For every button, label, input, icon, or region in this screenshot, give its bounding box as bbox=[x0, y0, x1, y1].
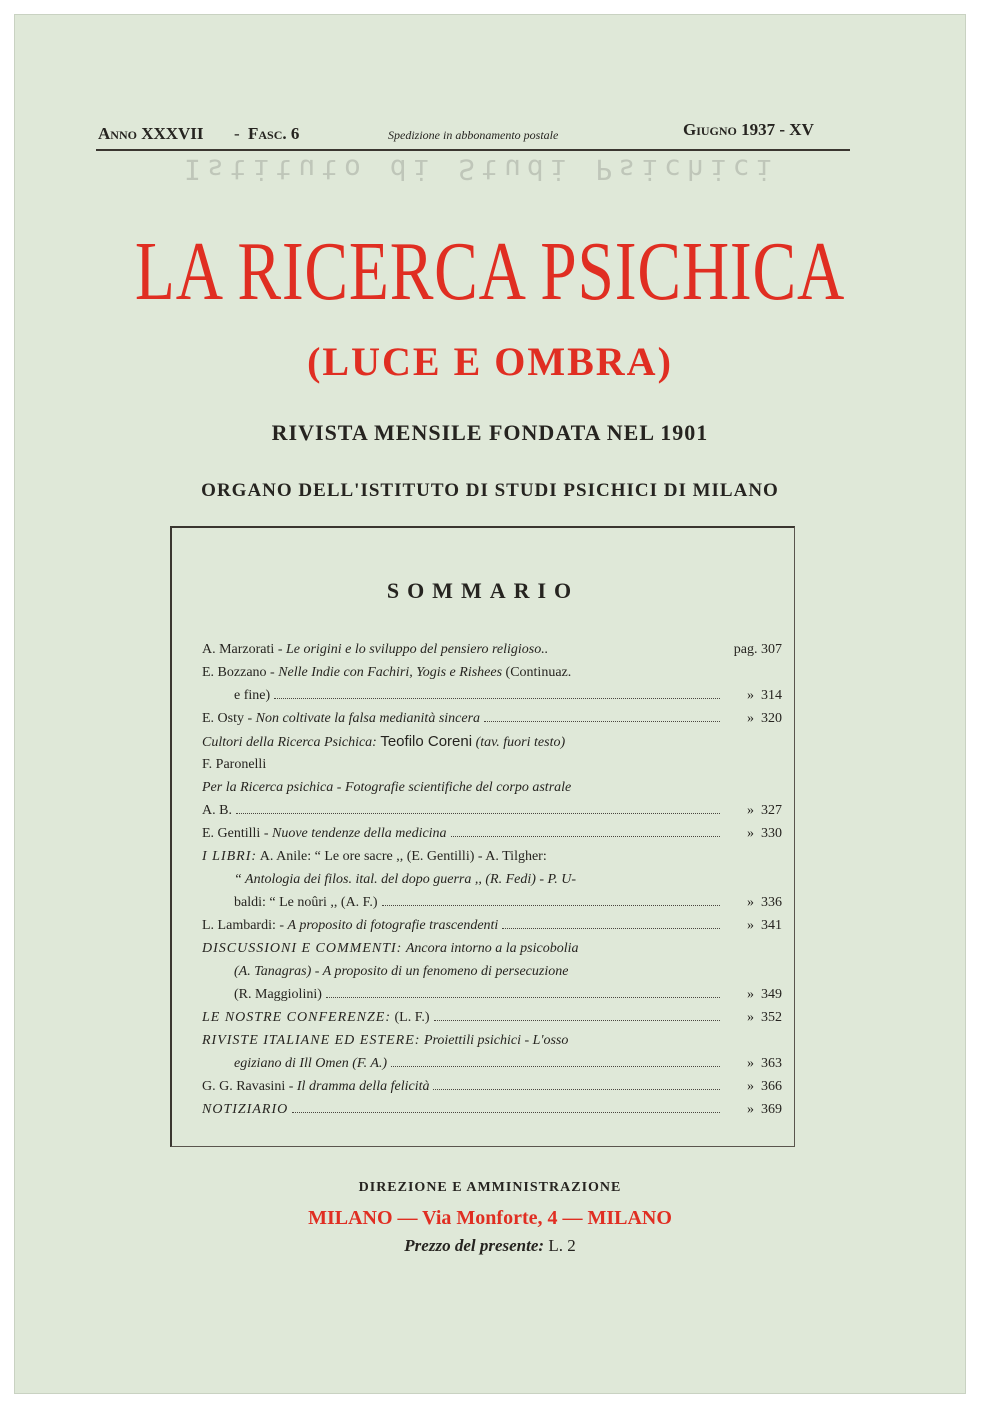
toc-entry-continuation: (R. Maggiolini) » 349 bbox=[234, 987, 782, 1002]
page-number: 314 bbox=[761, 688, 782, 703]
page-number: 363 bbox=[761, 1056, 782, 1071]
toc-entry: LE NOSTRE CONFERENZE: (L. F.) » 352 bbox=[202, 1010, 782, 1025]
magazine-cover bbox=[14, 14, 966, 1394]
page-number: 330 bbox=[761, 826, 782, 841]
organo-line: ORGANO DELL'ISTITUTO DI STUDI PSICHICI DI MILANO bbox=[201, 480, 779, 501]
toc-entry: Cultori della Ricerca Psichica: Teofilo Coreni (tav. fuori testo) bbox=[202, 733, 566, 750]
faint-stamp-impression: Istituto di Studi Psichici bbox=[184, 153, 779, 186]
toc-entry: L. Lambardi: - A proposito di fotografie trascendenti » 341 bbox=[202, 918, 782, 933]
address-line: MILANO — Via Monforte, 4 — MILANO bbox=[308, 1207, 672, 1229]
toc-entry: E. Osty - Non coltivate la falsa medianità sincera » 320 bbox=[202, 711, 782, 726]
toc-entry: NOTIZIARIO » 369 bbox=[202, 1102, 782, 1117]
spedizione-text: Spedizione in abbonamento postale bbox=[388, 128, 559, 142]
magazine-title: LA RICERCA PSICHICA bbox=[134, 225, 846, 318]
issue-date: Giugno 1937 - XV bbox=[683, 120, 814, 139]
page-number: 366 bbox=[761, 1079, 782, 1094]
issue-info-line bbox=[98, 110, 850, 150]
page-number: 307 bbox=[761, 642, 782, 657]
toc-entry: Per la Ricerca psichica - Fotografie scientifiche del corpo astrale bbox=[202, 780, 572, 795]
toc-entry-continuation: egiziano di Ill Omen (F. A.) » 363 bbox=[234, 1056, 782, 1071]
price-value: L. 2 bbox=[548, 1236, 576, 1255]
magazine-subtitle: (LUCE E OMBRA) bbox=[307, 339, 673, 384]
toc-entry-continuation: A. B. » 327 bbox=[202, 803, 782, 818]
toc-entry-continuation: baldi: “ Le noûri ,, (A. F.) » 336 bbox=[234, 895, 782, 910]
fasc-label: Fasc. 6 bbox=[248, 124, 300, 143]
toc-entry: I LIBRI: A. Anile: “ Le ore sacre ,, (E. Gentilli) - A. Tilgher: bbox=[202, 849, 547, 864]
price-line bbox=[14, 1236, 966, 1256]
page-number: 369 bbox=[761, 1102, 782, 1117]
page-number: 336 bbox=[761, 895, 782, 910]
toc-entry-continuation: (A. Tanagras) - A proposito di un fenomeno di persecuzione bbox=[234, 964, 569, 979]
page-number: 320 bbox=[761, 711, 782, 726]
tagline: RIVISTA MENSILE FONDATA NEL 1901 bbox=[271, 420, 709, 445]
toc-entry-continuation: e fine) » 314 bbox=[234, 688, 782, 703]
header-rule bbox=[96, 149, 850, 151]
toc-entry: G. G. Ravasini - Il dramma della felicità » 366 bbox=[202, 1079, 782, 1094]
price-label: Prezzo del presente: bbox=[404, 1236, 545, 1255]
sommario-heading: SOMMARIO bbox=[386, 578, 580, 603]
sommario-box bbox=[170, 526, 795, 1147]
page-number: 341 bbox=[761, 918, 782, 933]
page-number: 349 bbox=[761, 987, 782, 1002]
toc-entry: E. Bozzano - Nelle Indie con Fachiri, Yogis e Rishees (Continuaz. bbox=[202, 665, 572, 680]
page-number: 352 bbox=[761, 1010, 782, 1025]
toc-entry: RIVISTE ITALIANE ED ESTERE: Proiettili psichici - L'osso bbox=[202, 1033, 569, 1048]
page-number: 327 bbox=[761, 803, 782, 818]
toc-entry: E. Gentilli - Nuove tendenze della medicina » 330 bbox=[202, 826, 782, 841]
direzione-label: DIREZIONE E AMMINISTRAZIONE bbox=[358, 1180, 622, 1195]
header-separator: - bbox=[234, 124, 240, 143]
toc-entry: DISCUSSIONI E COMMENTI: Ancora intorno a la psicobolia bbox=[202, 941, 579, 956]
toc-entry-continuation: “ Antologia dei filos. ital. del dopo guerra ,, (R. Fedi) - P. U- bbox=[234, 872, 577, 887]
table-of-contents bbox=[202, 638, 782, 1121]
toc-entry-continuation: F. Paronelli bbox=[202, 757, 267, 772]
toc-entry: A. Marzorati - Le origini e lo sviluppo del pensiero religioso.. pag. 307 bbox=[202, 638, 782, 661]
anno-label: Anno XXXVII bbox=[98, 124, 204, 143]
